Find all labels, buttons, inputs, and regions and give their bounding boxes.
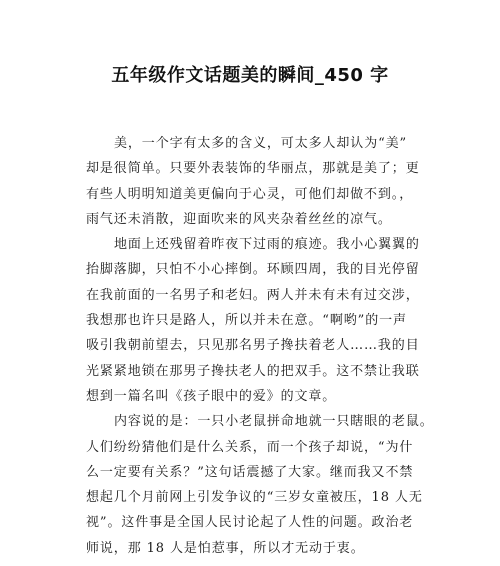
paragraph-line: 美，一个字有太多的含义，可太多人却认为“美” <box>114 136 408 151</box>
paragraph-line: 吸引我朝前望去，只见那名男子搀扶着老人……我的目 <box>86 338 420 354</box>
paragraph-line: 想起几个月前网上引发争议的“三岁女童被压，18 人无 <box>86 490 423 506</box>
paragraph-line: 内容说的是：一只小老鼠拼命地就一只瞎眼的老鼠。 <box>114 414 434 430</box>
document-title: 五年级作文话题美的瞬间_450 字 <box>111 65 389 86</box>
paragraph-line: 在我前面的一名男子和老妇。两人并未有未有过交涉， <box>86 287 420 303</box>
paragraph-line: 有些人明明知道美更偏向于心灵，可他们却做不到。， <box>86 186 414 202</box>
paragraph-line: 雨气还未消散，迎面吹来的风夹杂着丝丝的凉气。 <box>86 211 392 227</box>
paragraph-line: 却是很简单。只要外表装饰的华丽点，那就是美了；更 <box>86 161 420 177</box>
paragraph-line: 人们纷纷猜他们是什么关系，而一个孩子却说，“为什 <box>86 439 414 455</box>
paragraph-line: 视”。这件事是全国人民讨论起了人性的问题。政治老 <box>86 515 414 531</box>
paragraph-line: 我想那也许只是路人，所以并未在意。“啊哟”的一声 <box>86 313 407 329</box>
paragraph-line: 想到一篇名叫《孩子眼中的爱》的文章。 <box>86 388 337 404</box>
paragraph-line: 地面上还残留着昨夜下过雨的痕迹。我小心翼翼的 <box>114 237 420 253</box>
paragraph-line: 抬脚落脚，只怕不小心摔倒。环顾四周，我的目光停留 <box>86 262 420 278</box>
document-body <box>86 131 434 561</box>
paragraph-line: 师说，那 18 人是怕惹事，所以才无动于衷。 <box>86 540 365 556</box>
paragraph-line: 么一定要有关系？”这句话震撼了大家。继而我又不禁 <box>86 464 414 480</box>
paragraph-line: 光紧紧地锁在那男子搀扶老人的把双手。这不禁让我联 <box>86 363 420 379</box>
